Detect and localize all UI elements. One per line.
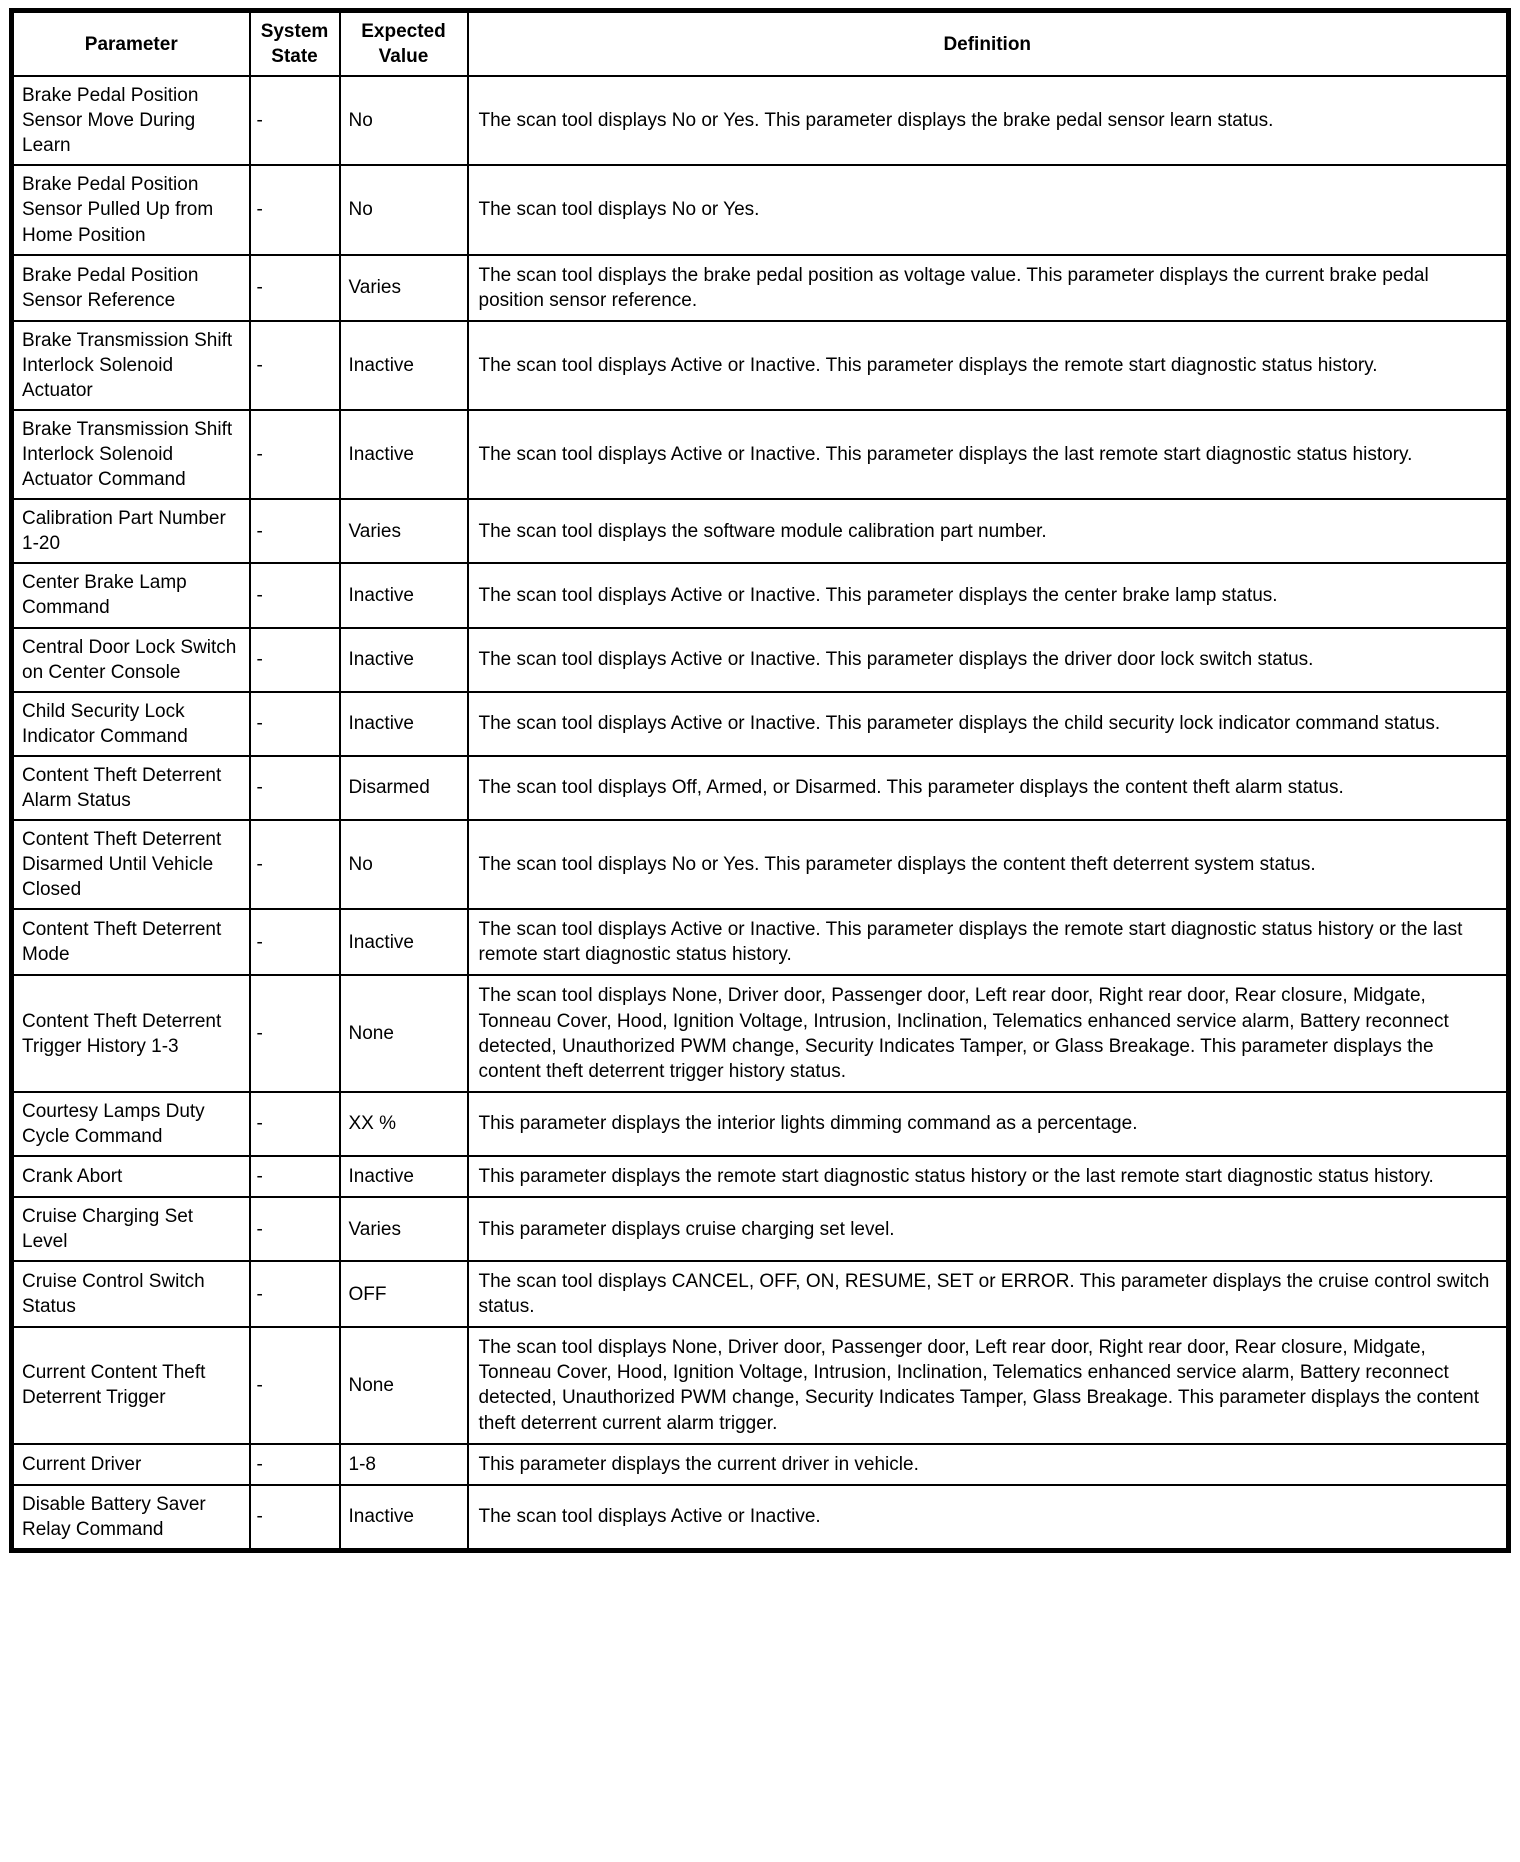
cell-system-state: - [250,499,340,563]
scan-tool-parameter-table [9,8,1511,1553]
cell-parameter: Courtesy Lamps Duty Cycle Command [12,1092,250,1156]
cell-definition: The scan tool displays Active or Inactive. This parameter displays the remote start diagnostic status history or the last remote start diagnostic status history. [468,909,1509,975]
cell-system-state: - [250,563,340,627]
table-row [12,76,1509,165]
cell-expected-value: Inactive [340,1485,468,1551]
cell-parameter: Disable Battery Saver Relay Command [12,1485,250,1551]
col-header-expected-value: Expected Value [340,11,468,77]
table-row [12,1092,1509,1156]
table-row [12,255,1509,321]
cell-parameter: Content Theft Deterrent Alarm Status [12,756,250,820]
cell-expected-value: No [340,76,468,165]
cell-definition: This parameter displays the current driver in vehicle. [468,1444,1509,1485]
cell-definition: The scan tool displays CANCEL, OFF, ON, RESUME, SET or ERROR. This parameter displays the cruise control switch status. [468,1261,1509,1327]
cell-system-state: - [250,410,340,499]
cell-expected-value: No [340,820,468,909]
table-row [12,410,1509,499]
cell-definition: The scan tool displays None, Driver door, Passenger door, Left rear door, Right rear door, Rear closure, Midgate, Tonneau Cover, Hood, Ignition Voltage, Intrusion, Inclination, Telematics enhanced service alarm, Battery reconnect detected, Unauthorized PWM change, Security Indicates Tamper, Glass Breakage. This parameter displays the content theft deterrent current alarm trigger. [468,1327,1509,1443]
header-row [12,11,1509,77]
cell-definition: The scan tool displays No or Yes. [468,165,1509,254]
cell-system-state: - [250,1444,340,1485]
cell-parameter: Calibration Part Number 1-20 [12,499,250,563]
cell-system-state: - [250,1156,340,1197]
col-header-system-state: System State [250,11,340,77]
cell-expected-value: Inactive [340,692,468,756]
cell-parameter: Brake Transmission Shift Interlock Solenoid Actuator [12,321,250,410]
cell-parameter: Child Security Lock Indicator Command [12,692,250,756]
table-row [12,692,1509,756]
cell-system-state: - [250,1327,340,1443]
cell-expected-value: Varies [340,1197,468,1261]
table-row [12,321,1509,410]
cell-expected-value: OFF [340,1261,468,1327]
cell-system-state: - [250,1485,340,1551]
cell-parameter: Content Theft Deterrent Trigger History 1-3 [12,975,250,1091]
table-body [12,76,1509,1550]
cell-expected-value: XX % [340,1092,468,1156]
cell-parameter: Central Door Lock Switch on Center Console [12,628,250,692]
col-header-definition: Definition [468,11,1509,77]
cell-system-state: - [250,820,340,909]
cell-parameter: Brake Pedal Position Sensor Reference [12,255,250,321]
cell-definition: The scan tool displays Active or Inactive. This parameter displays the child security lock indicator command status. [468,692,1509,756]
cell-system-state: - [250,1197,340,1261]
cell-system-state: - [250,975,340,1091]
cell-expected-value: None [340,1327,468,1443]
cell-definition: This parameter displays the interior lights dimming command as a percentage. [468,1092,1509,1156]
table-row [12,1197,1509,1261]
cell-system-state: - [250,1261,340,1327]
cell-expected-value: Inactive [340,563,468,627]
cell-parameter: Brake Pedal Position Sensor Move During Learn [12,76,250,165]
table-row [12,1261,1509,1327]
cell-system-state: - [250,165,340,254]
cell-expected-value: None [340,975,468,1091]
cell-system-state: - [250,321,340,410]
cell-definition: The scan tool displays Active or Inactive. This parameter displays the driver door lock switch status. [468,628,1509,692]
cell-parameter: Current Driver [12,1444,250,1485]
cell-parameter: Center Brake Lamp Command [12,563,250,627]
cell-expected-value: Inactive [340,410,468,499]
cell-system-state: - [250,692,340,756]
cell-definition: The scan tool displays Active or Inactive. This parameter displays the last remote start diagnostic status history. [468,410,1509,499]
cell-expected-value: Inactive [340,909,468,975]
cell-definition: The scan tool displays Active or Inactive. This parameter displays the remote start diagnostic status history. [468,321,1509,410]
cell-system-state: - [250,76,340,165]
cell-system-state: - [250,756,340,820]
cell-definition: This parameter displays cruise charging set level. [468,1197,1509,1261]
table-row [12,975,1509,1091]
table-row [12,1327,1509,1443]
cell-system-state: - [250,1092,340,1156]
cell-definition: The scan tool displays Off, Armed, or Disarmed. This parameter displays the content theft alarm status. [468,756,1509,820]
cell-expected-value: Inactive [340,628,468,692]
cell-definition: The scan tool displays No or Yes. This parameter displays the content theft deterrent system status. [468,820,1509,909]
cell-expected-value: Disarmed [340,756,468,820]
table-row [12,756,1509,820]
cell-parameter: Current Content Theft Deterrent Trigger [12,1327,250,1443]
cell-definition: The scan tool displays the software module calibration part number. [468,499,1509,563]
cell-expected-value: No [340,165,468,254]
table-row [12,909,1509,975]
col-header-parameter: Parameter [12,11,250,77]
cell-definition: The scan tool displays Active or Inactive. [468,1485,1509,1551]
cell-parameter: Cruise Charging Set Level [12,1197,250,1261]
table-row [12,820,1509,909]
table-row [12,628,1509,692]
cell-parameter: Cruise Control Switch Status [12,1261,250,1327]
cell-definition: The scan tool displays None, Driver door, Passenger door, Left rear door, Right rear door, Rear closure, Midgate, Tonneau Cover, Hood, Ignition Voltage, Intrusion, Inclination, Telematics enhanced service alarm, Battery reconnect detected, Unauthorized PWM change, Security Indicates Tamper, or Glass Breakage. This parameter displays the content theft deterrent trigger history status. [468,975,1509,1091]
cell-parameter: Content Theft Deterrent Disarmed Until Vehicle Closed [12,820,250,909]
cell-parameter: Brake Pedal Position Sensor Pulled Up from Home Position [12,165,250,254]
table-row [12,1156,1509,1197]
table-row [12,1444,1509,1485]
table-row [12,165,1509,254]
cell-system-state: - [250,628,340,692]
table-row [12,1485,1509,1551]
table-row [12,563,1509,627]
cell-expected-value: Inactive [340,321,468,410]
cell-definition: The scan tool displays No or Yes. This parameter displays the brake pedal sensor learn status. [468,76,1509,165]
cell-parameter: Content Theft Deterrent Mode [12,909,250,975]
cell-definition: The scan tool displays the brake pedal position as voltage value. This parameter displays the current brake pedal position sensor reference. [468,255,1509,321]
cell-expected-value: Varies [340,499,468,563]
cell-system-state: - [250,255,340,321]
cell-definition: The scan tool displays Active or Inactive. This parameter displays the center brake lamp status. [468,563,1509,627]
table-row [12,499,1509,563]
cell-expected-value: 1-8 [340,1444,468,1485]
cell-parameter: Crank Abort [12,1156,250,1197]
cell-parameter: Brake Transmission Shift Interlock Solenoid Actuator Command [12,410,250,499]
cell-system-state: - [250,909,340,975]
cell-expected-value: Inactive [340,1156,468,1197]
cell-expected-value: Varies [340,255,468,321]
cell-definition: This parameter displays the remote start diagnostic status history or the last remote start diagnostic status history. [468,1156,1509,1197]
